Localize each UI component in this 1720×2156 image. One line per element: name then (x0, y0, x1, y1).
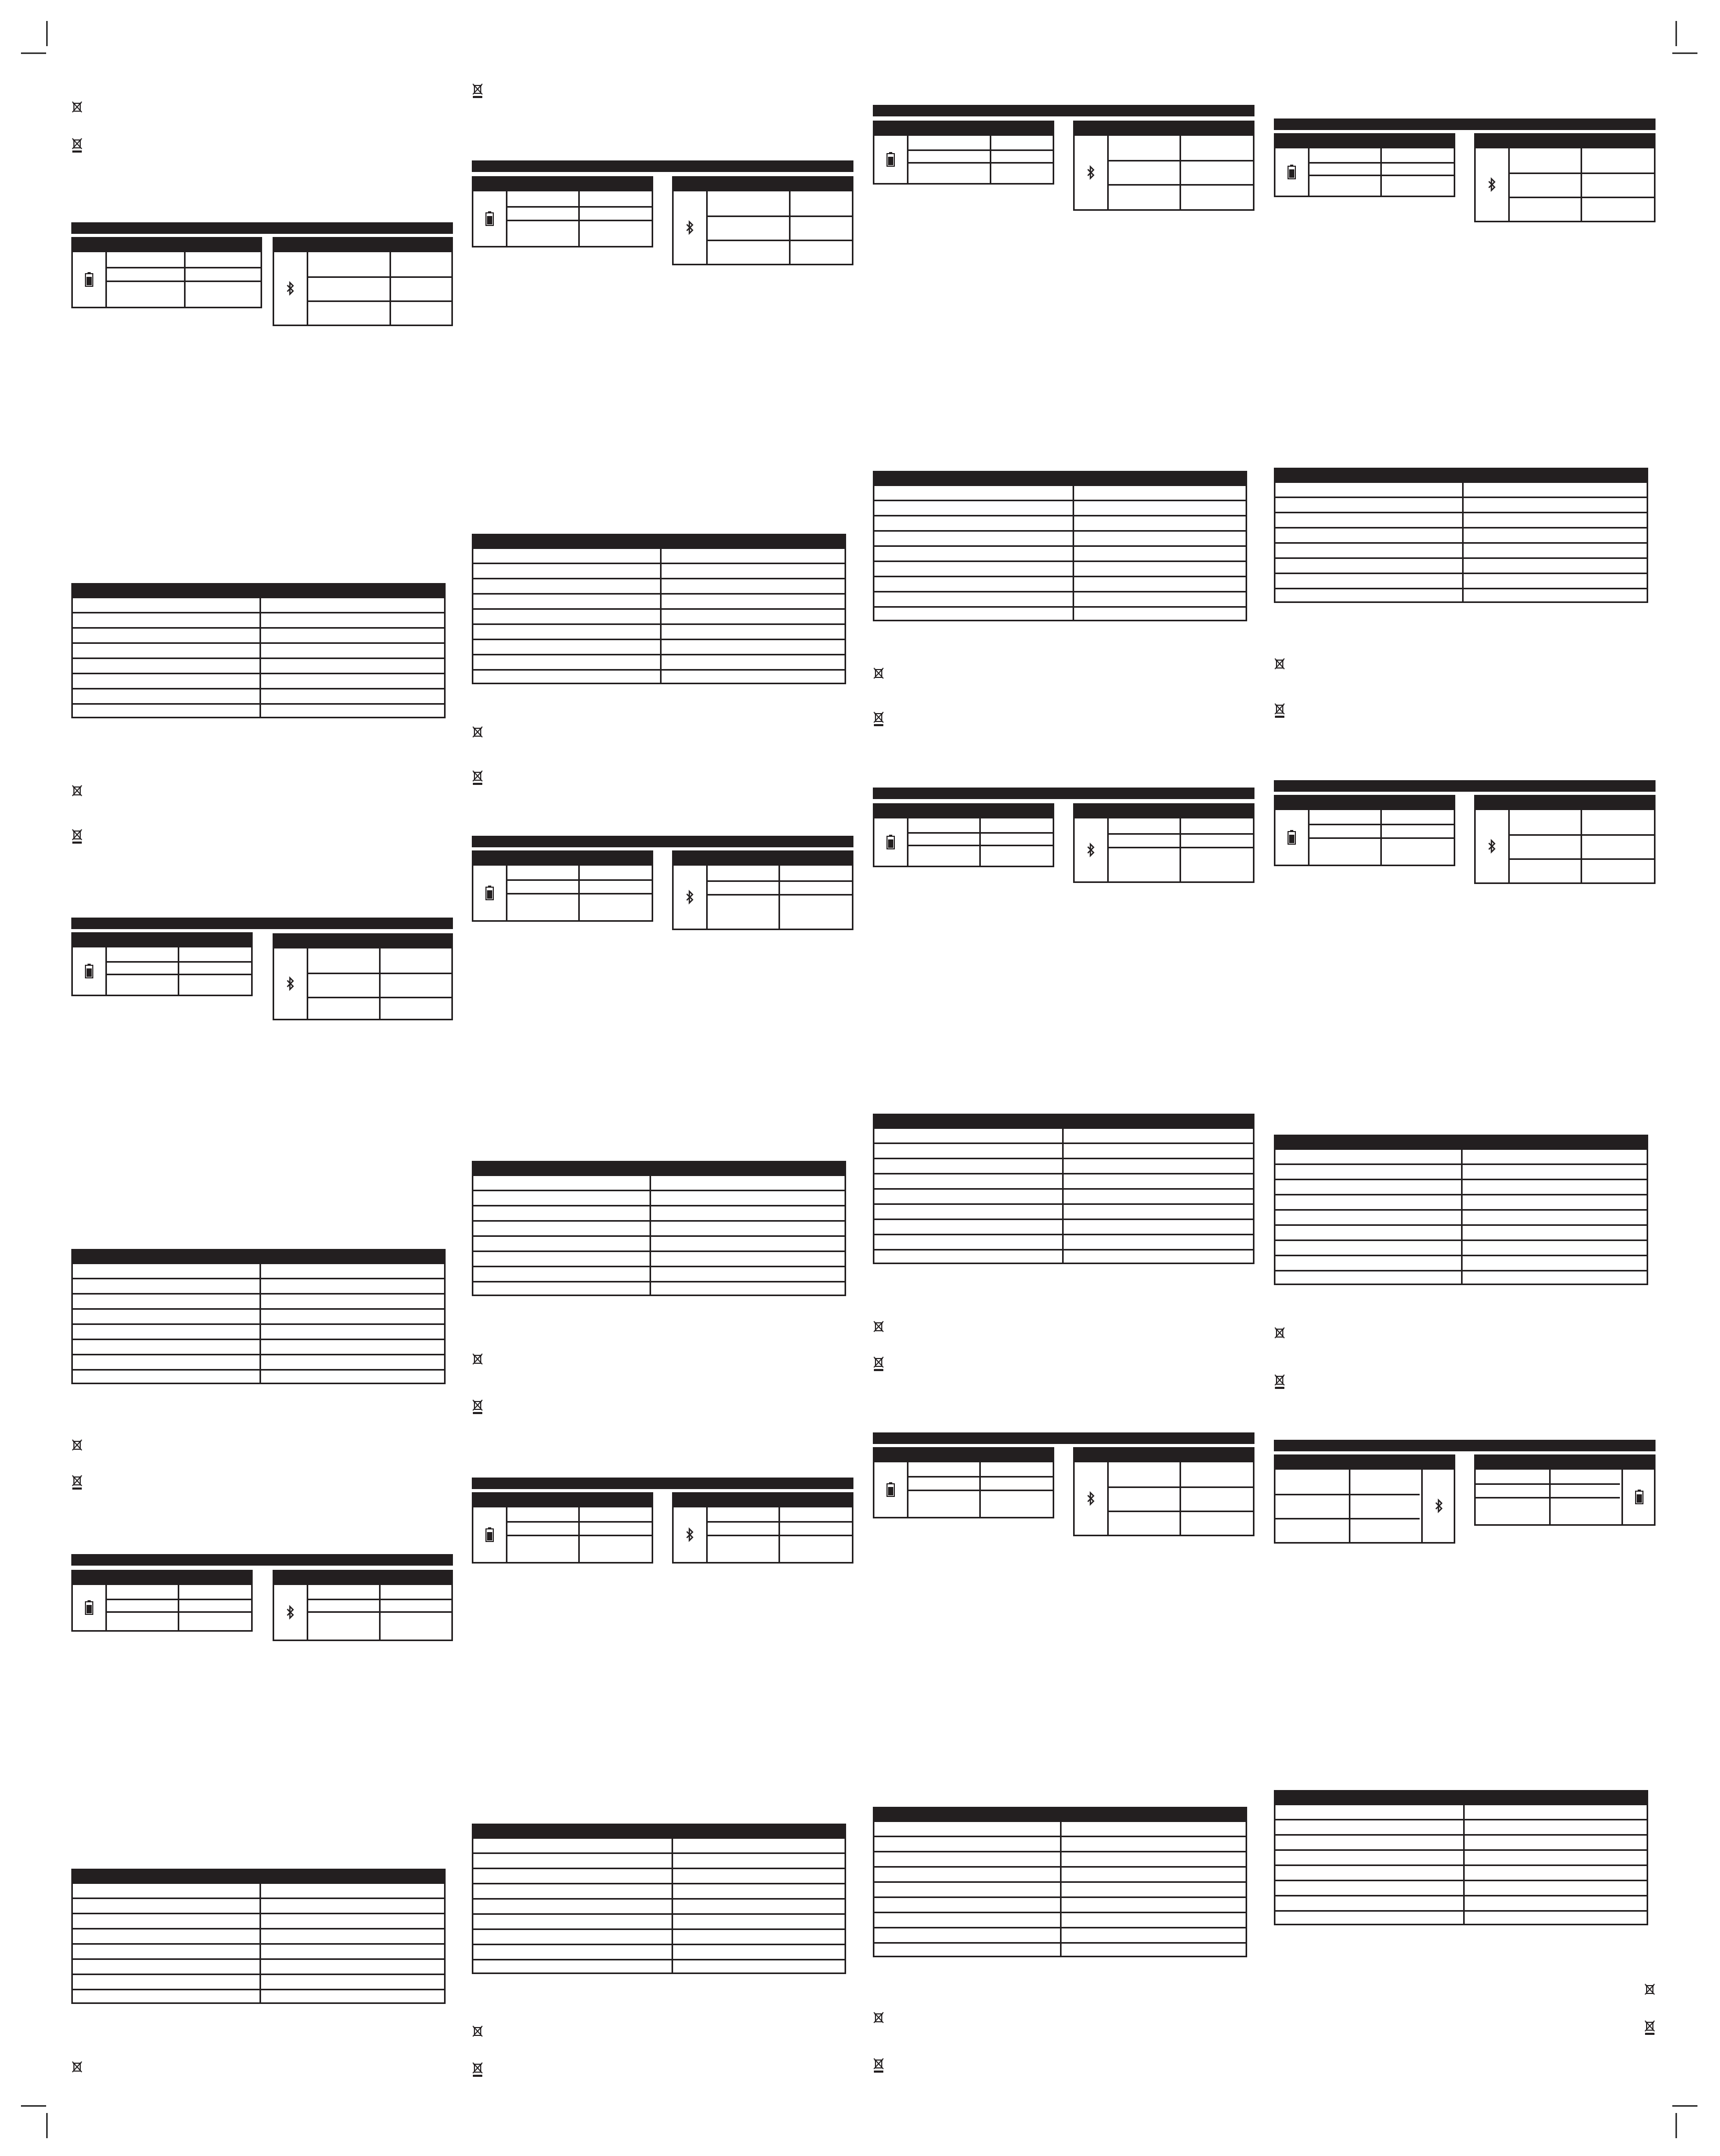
row-divider (1275, 512, 1647, 513)
bluetooth-spec-table (1274, 1454, 1455, 1544)
column-divider (1062, 1129, 1064, 1263)
table-header-bar (473, 1162, 845, 1176)
battery-spec-table (472, 850, 653, 922)
section-bar (873, 105, 1254, 116)
row-divider (473, 1959, 845, 1960)
row-divider (473, 1928, 845, 1930)
battery-spec-table (873, 1447, 1054, 1518)
row-divider (874, 1249, 1253, 1251)
table-header-bar (874, 1115, 1253, 1129)
section-bar (472, 836, 853, 847)
row-divider (1275, 497, 1647, 498)
column-divider (1462, 483, 1464, 601)
row-divider (1275, 573, 1647, 574)
spec-list-table (1274, 468, 1648, 603)
battery-spec-table (472, 1492, 653, 1564)
row-divider (473, 669, 845, 671)
row-divider (907, 162, 1053, 164)
icon-cell (274, 252, 308, 325)
bluetooth-spec-table (1474, 133, 1656, 222)
crossed-bin-icon (472, 83, 483, 99)
column-divider (778, 1507, 780, 1562)
table-header-bar (274, 935, 451, 948)
battery-icon (85, 964, 93, 978)
crossed-bin-icon (472, 1353, 483, 1368)
row-divider (874, 530, 1246, 532)
row-divider (473, 623, 845, 625)
table-header-bar (1476, 796, 1654, 810)
crossed-bin-icon (472, 2062, 483, 2077)
crop-mark (1672, 52, 1697, 54)
row-divider (307, 300, 451, 302)
spec-list-table (1274, 1790, 1648, 1925)
bluetooth-icon (1488, 177, 1496, 192)
battery-spec-table (472, 176, 653, 247)
battery-icon (1288, 830, 1296, 845)
bluetooth-icon (1488, 839, 1496, 854)
column-divider (578, 1507, 580, 1562)
icon-cell (473, 866, 507, 920)
table-header-bar (473, 178, 652, 191)
section-bar (71, 222, 453, 234)
table-header-bar (73, 585, 444, 598)
bluetooth-spec-table (273, 933, 453, 1020)
column-divider (259, 598, 261, 717)
battery-spec-table (1474, 1454, 1656, 1526)
spec-list-table (71, 1249, 446, 1384)
row-divider (73, 1898, 444, 1899)
row-divider (73, 1369, 444, 1371)
column-divider (1349, 1470, 1350, 1542)
row-divider (473, 1205, 845, 1206)
row-divider (874, 545, 1246, 547)
crossed-bin-icon (472, 1399, 483, 1415)
crossed-bin-icon (873, 667, 884, 683)
table-header-bar (473, 1825, 845, 1839)
bluetooth-icon (286, 1605, 295, 1620)
icon-cell (1075, 818, 1109, 881)
crossed-bin-icon (71, 101, 83, 116)
section-bar (1274, 1440, 1656, 1451)
row-divider (473, 1913, 845, 1915)
battery-spec-table (71, 932, 253, 996)
column-divider (184, 252, 186, 307)
icon-cell (1621, 1470, 1656, 1524)
column-divider (259, 1264, 261, 1383)
column-divider (979, 1462, 981, 1517)
row-divider (874, 1158, 1253, 1159)
battery-spec-table (1274, 133, 1455, 197)
icon-cell (1476, 810, 1510, 882)
crossed-bin-icon (873, 1320, 884, 1336)
column-divider (778, 866, 780, 929)
crossed-bin-icon (71, 2061, 83, 2076)
icon-cell (274, 948, 308, 1019)
icon-cell (473, 1507, 507, 1562)
row-divider (473, 1281, 845, 1282)
column-divider (178, 947, 179, 995)
row-divider (473, 1251, 845, 1252)
row-divider (874, 1219, 1253, 1220)
crop-mark (46, 21, 48, 46)
icon-cell (874, 136, 908, 183)
crossed-bin-icon (1274, 1374, 1285, 1389)
row-divider (473, 1944, 845, 1945)
table-header-bar (274, 1571, 451, 1585)
icon-cell (274, 1585, 308, 1640)
bluetooth-icon (686, 890, 694, 904)
bluetooth-icon (286, 976, 295, 991)
icon-cell (473, 191, 507, 246)
section-bar (71, 1554, 453, 1566)
crossed-bin-icon (873, 2011, 884, 2027)
section-bar (472, 160, 853, 172)
column-divider (1581, 148, 1582, 221)
row-divider (73, 657, 444, 659)
row-divider (1275, 1864, 1647, 1866)
crossed-bin-icon (71, 1439, 83, 1454)
bluetooth-icon (1087, 165, 1095, 180)
table-header-bar (473, 852, 652, 866)
row-divider (73, 1974, 444, 1975)
section-bar (1274, 780, 1656, 792)
bluetooth-spec-table (672, 176, 853, 265)
row-divider (73, 1308, 444, 1310)
crossed-bin-icon (873, 1356, 884, 1372)
column-divider (1180, 1462, 1181, 1535)
row-divider (473, 1898, 845, 1900)
bluetooth-spec-table (672, 1492, 853, 1564)
row-divider (874, 1173, 1253, 1174)
crossed-bin-icon (71, 784, 83, 800)
crop-mark (1675, 2113, 1677, 2138)
table-header-bar (473, 1494, 652, 1507)
row-divider (73, 612, 444, 613)
row-divider (473, 639, 845, 640)
icon-cell (1275, 148, 1310, 196)
row-divider (73, 1913, 444, 1914)
icon-cell (73, 252, 107, 307)
table-header-bar (1275, 1456, 1454, 1470)
table-header-bar (73, 1571, 251, 1585)
section-bar (472, 1478, 853, 1489)
row-divider (874, 1142, 1253, 1144)
section-bar (1274, 118, 1656, 130)
column-divider (1380, 810, 1382, 865)
row-divider (73, 1354, 444, 1355)
icon-cell (1275, 810, 1310, 865)
table-header-bar (1275, 1792, 1647, 1805)
row-divider (874, 515, 1246, 516)
crop-mark (21, 2105, 46, 2107)
row-divider (73, 1278, 444, 1279)
row-divider (105, 267, 261, 268)
table-header-bar (1275, 1136, 1647, 1150)
table-header-bar (1275, 796, 1454, 810)
spec-list-table (472, 534, 846, 684)
crossed-bin-icon (873, 711, 884, 727)
row-divider (473, 1266, 845, 1267)
row-divider (73, 1958, 444, 1960)
row-divider (874, 560, 1246, 562)
row-divider (874, 1203, 1253, 1205)
row-divider (1275, 1834, 1647, 1836)
row-divider (1275, 1819, 1647, 1820)
icon-cell (1421, 1470, 1455, 1542)
table-header-bar (1075, 1449, 1253, 1462)
table-header-bar (874, 1808, 1246, 1822)
row-divider (73, 673, 444, 674)
row-divider (473, 1220, 845, 1222)
row-divider (706, 215, 852, 217)
table-header-bar (1275, 469, 1647, 483)
bluetooth-icon (1087, 1491, 1095, 1506)
spec-list-table (1274, 1135, 1648, 1285)
crossed-bin-icon (71, 1474, 83, 1490)
crossed-bin-icon (1274, 1327, 1285, 1342)
table-header-bar (1476, 1456, 1654, 1470)
row-divider (1275, 1494, 1420, 1495)
column-divider (178, 1585, 179, 1630)
table-header-bar (73, 1251, 444, 1264)
row-divider (73, 1293, 444, 1295)
row-divider (1275, 557, 1647, 559)
table-header-bar (874, 805, 1053, 818)
row-divider (1275, 1518, 1420, 1519)
spec-list-table (472, 1161, 846, 1296)
row-divider (473, 1235, 845, 1237)
crossed-bin-icon (71, 137, 83, 153)
icon-cell (1075, 1462, 1109, 1535)
battery-spec-table (873, 803, 1054, 867)
column-divider (1180, 136, 1181, 209)
battery-icon (485, 886, 494, 900)
spec-list-table (472, 1824, 846, 1974)
column-divider (390, 252, 391, 325)
bluetooth-spec-table (1073, 803, 1254, 883)
row-divider (1275, 527, 1647, 529)
crop-mark (1675, 21, 1677, 46)
bluetooth-icon (686, 220, 694, 235)
table-header-bar (274, 239, 451, 252)
battery-icon (886, 152, 895, 167)
battery-icon (485, 1527, 494, 1542)
row-divider (473, 593, 845, 595)
row-divider (473, 1868, 845, 1869)
battery-spec-table (1274, 795, 1455, 866)
spec-list-table (873, 1114, 1254, 1264)
column-divider (979, 818, 981, 866)
bluetooth-spec-table (273, 1570, 453, 1641)
crossed-bin-icon (472, 2025, 483, 2041)
table-header-bar (674, 1494, 852, 1507)
battery-icon (1288, 165, 1296, 179)
row-divider (1476, 1483, 1620, 1485)
column-divider (672, 1839, 673, 1972)
row-divider (1275, 1880, 1647, 1881)
table-header-bar (1075, 805, 1253, 818)
battery-spec-table (71, 237, 262, 308)
column-divider (650, 1176, 651, 1295)
icon-cell (674, 1507, 708, 1562)
row-divider (473, 654, 845, 655)
row-divider (473, 1883, 845, 1884)
row-divider (874, 576, 1246, 577)
column-divider (1180, 818, 1181, 881)
crop-mark (1672, 2105, 1697, 2107)
crop-mark (21, 52, 46, 54)
table-header-bar (874, 1449, 1053, 1462)
row-divider (874, 1188, 1253, 1190)
icon-cell (1476, 148, 1510, 221)
table-header-bar (674, 178, 852, 191)
crossed-bin-icon (1274, 657, 1285, 673)
row-divider (874, 591, 1246, 592)
row-divider (73, 703, 444, 705)
row-divider (1275, 1895, 1647, 1896)
crossed-bin-icon (1644, 2020, 1656, 2035)
row-divider (473, 1852, 845, 1854)
crossed-bin-icon (873, 2057, 884, 2073)
icon-cell (874, 818, 908, 866)
row-divider (1476, 1497, 1620, 1499)
crossed-bin-icon (1644, 1983, 1656, 1999)
battery-icon (886, 835, 895, 849)
bluetooth-icon (1087, 843, 1095, 857)
row-divider (73, 1989, 444, 1990)
bluetooth-icon (686, 1527, 694, 1542)
row-divider (706, 240, 852, 241)
crossed-bin-icon (71, 828, 83, 844)
row-divider (307, 276, 451, 278)
column-divider (1073, 486, 1074, 620)
spec-list-table (873, 471, 1247, 621)
icon-cell (1075, 136, 1109, 209)
table-header-bar (874, 472, 1246, 486)
column-divider (1060, 1822, 1062, 1956)
row-divider (473, 563, 845, 564)
icon-cell (73, 1585, 107, 1630)
icon-cell (874, 1462, 908, 1517)
row-divider (874, 500, 1246, 501)
battery-spec-table (71, 1570, 253, 1632)
column-divider (578, 866, 580, 920)
row-divider (73, 1339, 444, 1340)
crossed-bin-icon (472, 726, 483, 741)
column-divider (1461, 1150, 1463, 1284)
table-header-bar (1075, 122, 1253, 136)
crossed-bin-icon (1274, 703, 1285, 718)
icon-cell (73, 947, 107, 995)
row-divider (1275, 1849, 1647, 1851)
bluetooth-spec-table (1073, 121, 1254, 211)
column-divider (789, 191, 791, 264)
table-header-bar (674, 852, 852, 866)
icon-cell (674, 866, 708, 929)
table-header-bar (73, 239, 261, 252)
battery-icon (85, 1600, 93, 1615)
table-header-bar (473, 535, 845, 549)
bluetooth-spec-table (1073, 1447, 1254, 1536)
bluetooth-spec-table (672, 850, 853, 930)
column-divider (379, 1585, 381, 1640)
battery-icon (1635, 1490, 1643, 1504)
row-divider (473, 608, 845, 610)
row-divider (73, 1928, 444, 1929)
column-divider (990, 136, 991, 183)
row-divider (73, 1943, 444, 1945)
battery-spec-table (873, 121, 1054, 185)
battery-icon (886, 1482, 895, 1497)
row-divider (1275, 542, 1647, 544)
column-divider (259, 1884, 261, 2002)
row-divider (73, 642, 444, 644)
spec-list-table (873, 1807, 1247, 1957)
spec-list-table (71, 583, 446, 718)
column-divider (1463, 1805, 1465, 1924)
icon-cell (674, 191, 708, 264)
bluetooth-icon (286, 281, 295, 296)
column-divider (1549, 1470, 1551, 1524)
row-divider (473, 1190, 845, 1191)
bluetooth-icon (1435, 1499, 1443, 1513)
column-divider (379, 948, 381, 1019)
row-divider (105, 281, 261, 282)
column-divider (1380, 148, 1382, 196)
bluetooth-spec-table (273, 237, 453, 326)
table-header-bar (73, 934, 251, 947)
column-divider (660, 549, 662, 683)
battery-icon (85, 272, 93, 287)
row-divider (1275, 588, 1647, 589)
battery-icon (485, 211, 494, 226)
row-divider (73, 1323, 444, 1325)
section-bar (873, 1432, 1254, 1444)
row-divider (1275, 1910, 1647, 1912)
column-divider (1581, 810, 1582, 882)
crop-mark (46, 2113, 48, 2138)
row-divider (73, 688, 444, 689)
row-divider (73, 627, 444, 629)
crossed-bin-icon (472, 770, 483, 785)
row-divider (473, 578, 845, 579)
table-header-bar (874, 122, 1053, 136)
bluetooth-spec-table (1474, 795, 1656, 884)
table-header-bar (1476, 135, 1654, 148)
section-bar (873, 788, 1254, 799)
column-divider (578, 191, 580, 246)
row-divider (874, 1234, 1253, 1235)
row-divider (907, 149, 1053, 151)
spec-list-table (71, 1869, 446, 2004)
section-bar (71, 918, 453, 929)
table-header-bar (73, 1870, 444, 1884)
table-header-bar (1275, 135, 1454, 148)
row-divider (874, 606, 1246, 608)
